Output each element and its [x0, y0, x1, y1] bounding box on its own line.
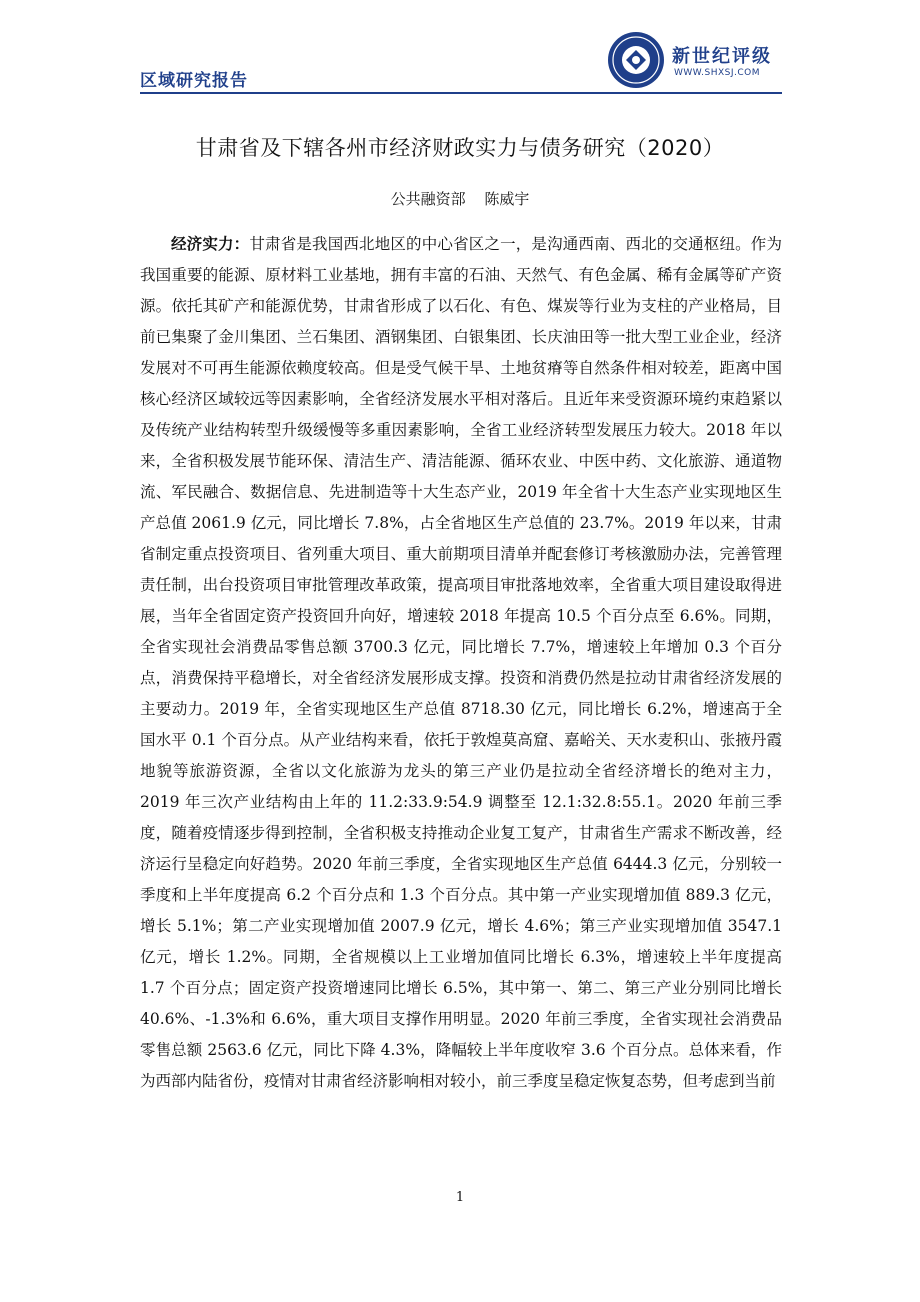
company-logo	[606, 30, 796, 90]
logo-url: WWW.SHXSJ.COM	[674, 68, 761, 78]
body-paragraph	[140, 228, 782, 1097]
paragraph-lead: 经济实力：	[171, 234, 250, 253]
section-label: 区域研究报告	[140, 71, 248, 91]
author-name: 陈威宇	[484, 190, 530, 208]
seal-icon	[606, 30, 666, 90]
page-header	[0, 0, 920, 100]
author-department: 公共融资部	[390, 190, 466, 208]
paragraph-text: 甘肃省是我国西北地区的中心省区之一，是沟通西南、西北的交通枢纽。作为我国重要的能源、原材料工业基地，拥有丰富的石油、天然气、有色金属、稀有金属等矿产资源。依托其矿产和能源优势，甘肃省形成了以石化、有色、煤炭等行业为支柱的产业格局，目前已集聚了金川集团、兰石集团、酒钢集团、白银集团、长庆油田等一批大型工业企业，经济发展对不可再生能源依赖度较高。但是受气候干旱、土地贫瘠等自然条件相对较差，距离中国核心经济区域较远等因素影响，全省经济发展水平相对落后。且近年来受资源环境约束趋紧以及传统产业结构转型升级缓慢等多重因素影响，全省工业经济转型发展压力较大。2018 年以来，全省积极发展节能环保、清洁生产、清洁能源、循环农业、中医中药、文化旅游、通道物流、军民融合、数据信息、先进制造等十大生态产业，2019 年全省十大生态产业实现地区生产总值 2061.9 亿元，同比增长 7.8%，占全省地区生产总值的 23.7%。2019 年以来，甘肃省制定重点投资项目、省列重大项目、重大前期项目清单并配套修订考核激励办法，完善管理责任制，出台投资项目审批管理改革政策，提高项目审批落地效率，全省重大项目建设取得进展，当年全省固定资产投资回升向好，增速较 2018 年提高 10.5 个百分点至 6.6%。同期，全省实现社会消费品零售总额 3700.3 亿元，同比增长 7.7%，增速较上年增加 0.3 个百分点，消费保持平稳增长，对全省经济发展形成支撑。投资和消费仍然是拉动甘肃省经济发展的主要动力。2019 年，全省实现地区生产总值 8718.30 亿元，同比增长 6.2%，增速高于全国水平 0.1 个百分点。从产业结构来看，依托于敦煌莫高窟、嘉峪关、天水麦积山、张掖丹霞地貌等旅游资源，全省以文化旅游为龙头的第三产业仍是拉动全省经济增长的绝对主力，2019 年三次产业结构由上年的 11.2:33.9:54.9 调整至 12.1:32.8:55.1。2020 年前三季度，随着疫情逐步得到控制，全省积极支持推动企业复工复产，甘肃省生产需求不断改善，经济运行呈稳定向好趋势。2020 年前三季度，全省实现地区生产总值 6444.3 亿元，分别较一季度和上半年度提高 6.2 个百分点和 1.3 个百分点。其中第一产业实现增加值 889.3 亿元，增长 5.1%；第二产业实现增加值 2007.9 亿元，增长 4.6%；第三产业实现增加值 3547.1 亿元，增长 1.2%。同期，全省规模以上工业增加值同比增长 6.3%，增速较上半年度提高 1.7 个百分点；固定资产投资增速同比增长 6.5%，其中第一、第二、第三产业分别同比增长 40.6%、-1.3%和 6.6%，重大项目支撑作用明显。2020 年前三季度，全省实现社会消费品零售总额 2563.6 亿元，同比下降 4.3%，降幅较上半年度收窄 3.6 个百分点。总体来看，作为西部内陆省份，疫情对甘肃省经济影响相对较小，前三季度呈稳定恢复态势，但考虑到当前	[140, 235, 782, 1090]
author-line	[0, 188, 920, 209]
logo-name: 新世纪评级	[672, 46, 772, 67]
page-number: 1	[455, 1190, 465, 1205]
document-title: 甘肃省及下辖各州市经济财政实力与债务研究（2020）	[195, 136, 725, 160]
header-divider	[140, 92, 782, 94]
